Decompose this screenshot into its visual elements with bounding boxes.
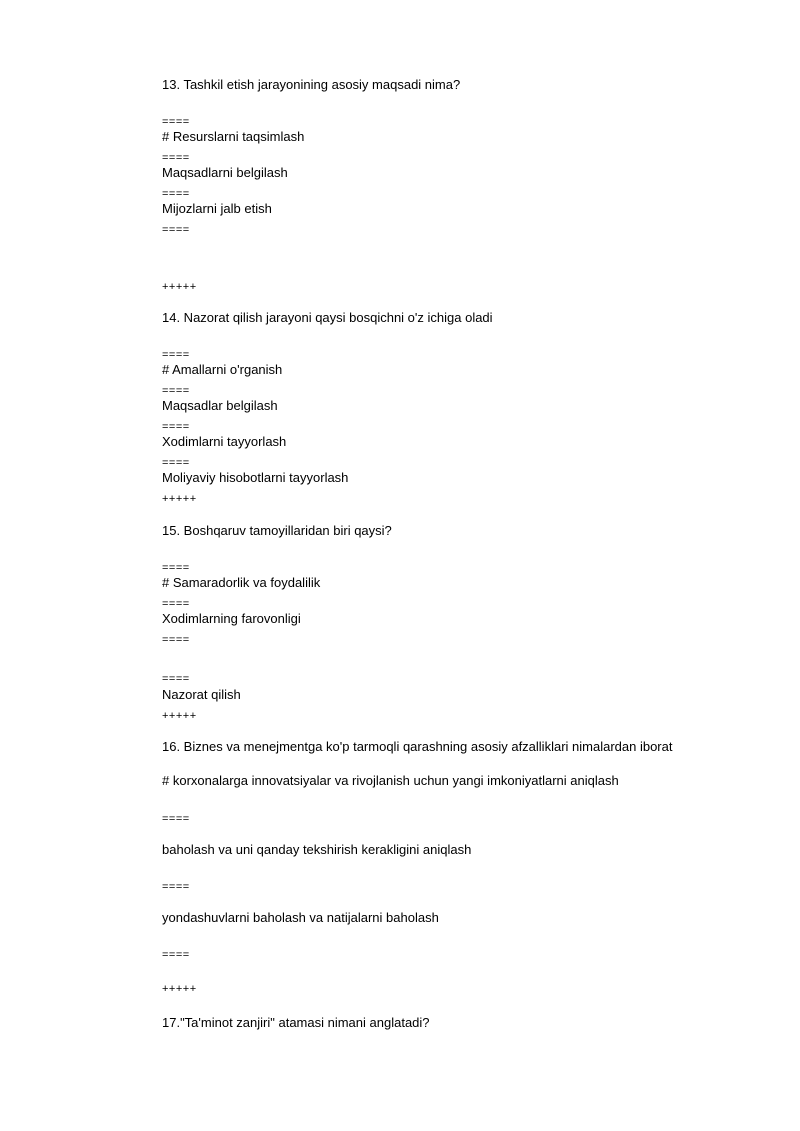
question-13-answer-1: # Resurslarni taqsimlash: [162, 129, 305, 144]
question-end-marker: +++++: [162, 493, 197, 505]
separator: ====: [162, 881, 190, 893]
separator: ====: [162, 116, 190, 128]
question-14-answer-1: # Amallarni o'rganish: [162, 362, 283, 377]
question-16-answer-1: # korxonalarga innovatsiyalar va rivojlanish uchun yangi imkoniyatlarni aniqlash: [162, 773, 619, 788]
question-17-title: 17."Ta'minot zanjiri" atamasi nimani anglatadi?: [162, 1015, 430, 1030]
separator: ====: [162, 349, 190, 361]
question-16-answer-2: baholash va uni qanday tekshirish kerakligini aniqlash: [162, 842, 472, 857]
question-15-title: 15. Boshqaruv tamoyillaridan biri qaysi?: [162, 523, 392, 538]
separator: ====: [162, 152, 190, 164]
separator: ====: [162, 188, 190, 200]
question-13-answer-2: Maqsadlarni belgilash: [162, 165, 288, 180]
question-15-answer-2: Xodimlarning farovonligi: [162, 611, 301, 626]
separator: ====: [162, 385, 190, 397]
question-14-title: 14. Nazorat qilish jarayoni qaysi bosqichni o'z ichiga oladi: [162, 310, 493, 325]
separator: ====: [162, 224, 190, 236]
question-14-answer-3: Xodimlarni tayyorlash: [162, 434, 287, 449]
separator: ====: [162, 813, 190, 825]
question-15-answer-1: # Samaradorlik va foydalilik: [162, 575, 321, 590]
question-end-marker: +++++: [162, 281, 197, 293]
separator: ====: [162, 949, 190, 961]
separator: ====: [162, 421, 190, 433]
question-13-title: 13. Tashkil etish jarayonining asosiy maqsadi nima?: [162, 77, 461, 92]
question-end-marker: +++++: [162, 983, 197, 995]
question-14-answer-2: Maqsadlar belgilash: [162, 398, 278, 413]
question-14-answer-4: Moliyaviy hisobotlarni tayyorlash: [162, 470, 349, 485]
question-13-answer-3: Mijozlarni jalb etish: [162, 201, 272, 216]
question-16-title: 16. Biznes va menejmentga ko'p tarmoqli qarashning asosiy afzalliklari nimalardan iborat: [162, 739, 673, 754]
question-end-marker: +++++: [162, 710, 197, 722]
separator: ====: [162, 457, 190, 469]
question-16-answer-3: yondashuvlarni baholash va natijalarni baholash: [162, 910, 439, 925]
separator: ====: [162, 562, 190, 574]
separator: ====: [162, 598, 190, 610]
separator: ====: [162, 673, 190, 685]
question-15-answer-4: Nazorat qilish: [162, 687, 241, 702]
separator: ====: [162, 634, 190, 646]
